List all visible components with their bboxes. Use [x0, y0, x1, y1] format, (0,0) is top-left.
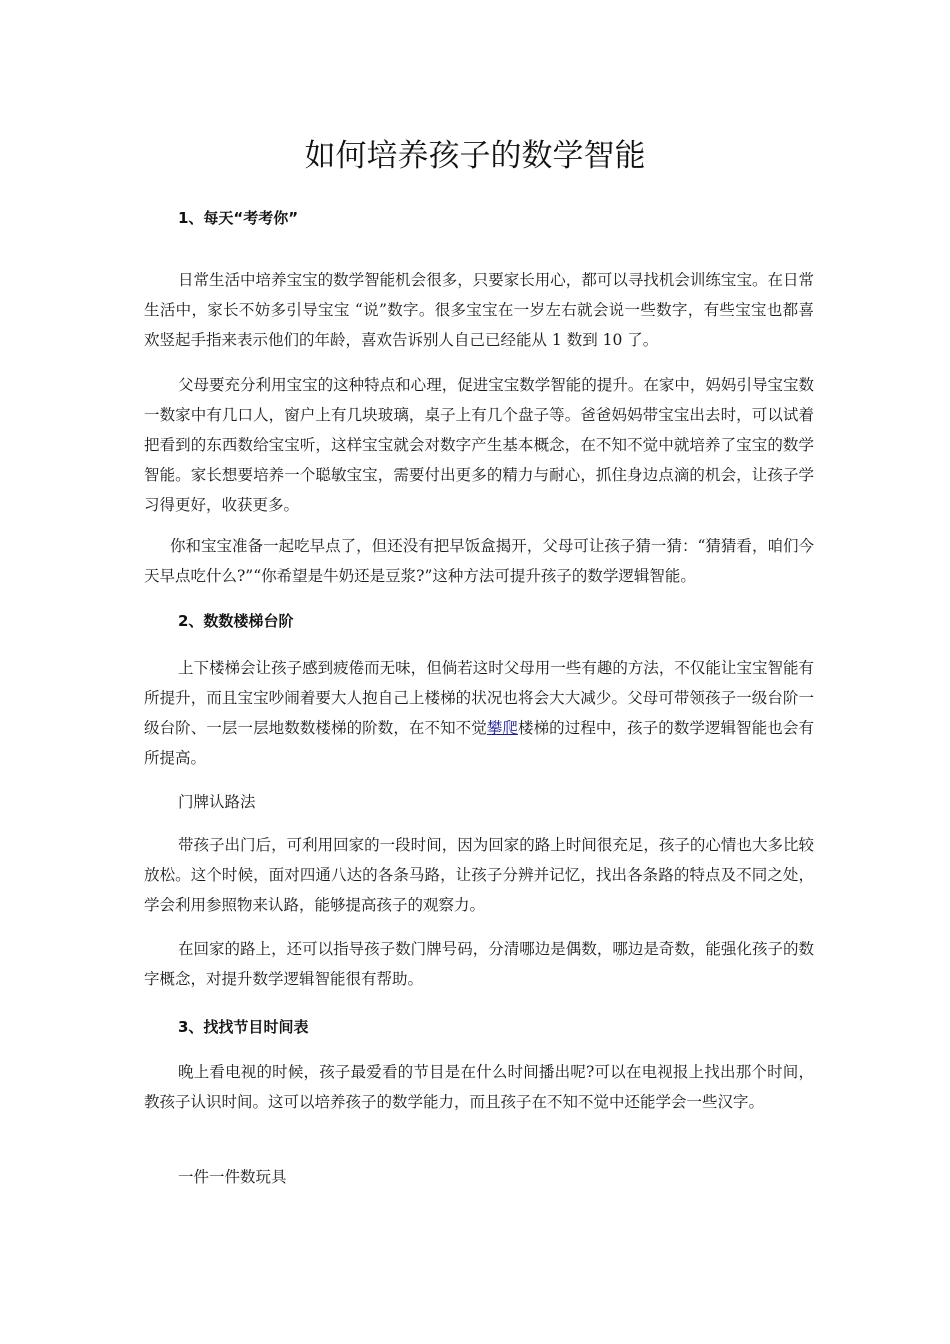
section-1-heading: 1、每天“考考你”: [178, 209, 299, 227]
section-3-subheading: 一件一件数玩具: [178, 1168, 287, 1186]
section-3-heading: 3、找找节目时间表: [178, 1018, 309, 1036]
document-title: 如何培养孩子的数学智能: [304, 138, 646, 174]
section-2-paragraph-1-text-before: 上下楼梯会让孩子感到疲倦而无味，但倘若这时父母用一些有趣的方法，不仅能让宝宝智能有所提升，而且宝宝吵闹着要大人抱自己上楼梯的状况也将会大大减少。父母可带领孩子一级台阶一级台阶、一层一层地数数楼梯的阶数，在不知不觉: [144, 659, 814, 737]
section-2-subheading: 门牌认路法: [178, 793, 256, 811]
section-2-paragraph-1-text-after: 楼梯的过程中，孩子的数学逻辑智能也会有所提高。: [144, 719, 814, 767]
section-2-paragraph-2: 带孩子出门后，可利用回家的一段时间，因为回家的路上时间很充足，孩子的心情也大多比较放松。这个时候，面对四通八达的各条马路，让孩子分辨并记忆，找出各条路的特点及不同之处，学会利用参照物来认路，能够提高孩子的观察力。: [144, 836, 814, 914]
section-1-paragraph-2: 父母要充分利用宝宝的这种特点和心理，促进宝宝数学智能的提升。在家中，妈妈引导宝宝数一数家中有几口人，窗户上有几块玻璃，桌子上有几个盘子等。爸爸妈妈带宝宝出去时，可以试着把看到的东西数给宝宝听，这样宝宝就会对数字产生基本概念，在不知不觉中就培养了宝宝的数学智能。家长想要培养一个聪敏宝宝，需要付出更多的精力与耐心，抓住身边点滴的机会，让孩子学习得更好，收获更多。: [144, 376, 814, 514]
section-2-paragraph-3: 在回家的路上，还可以指导孩子数门牌号码，分清哪边是偶数，哪边是奇数，能强化孩子的数字概念，对提升数学逻辑智能很有帮助。: [144, 940, 814, 988]
section-2-heading: 2、数数楼梯台阶: [178, 612, 294, 630]
section-3-paragraph-1: 晚上看电视的时候，孩子最爱看的节目是在什么时间播出呢?可以在电视报上找出那个时间，教孩子认识时间。这可以培养孩子的数学能力，而且孩子在不知不觉中还能学会一些汉字。: [144, 1063, 814, 1111]
climb-link[interactable]: 攀爬: [486, 719, 518, 737]
section-1-paragraph-3: 你和宝宝准备一起吃早点了，但还没有把早饭盒揭开，父母可让孩子猜一猜：“猜猜看，咱们今天早点吃什么?”“你希望是牛奶还是豆浆?”这种方法可提升孩子的数学逻辑智能。: [144, 537, 814, 585]
section-2-paragraph-1: [144, 653, 814, 773]
section-1-paragraph-1: 日常生活中培养宝宝的数学智能机会很多，只要家长用心，都可以寻找机会训练宝宝。在日常生活中，家长不妨多引导宝宝 “说”数字。很多宝宝在一岁左右就会说一些数字，有些宝宝也都喜欢竖起手指来表示他们的年龄，喜欢告诉别人自己已经能从 1 数到 10 了。: [144, 271, 814, 349]
